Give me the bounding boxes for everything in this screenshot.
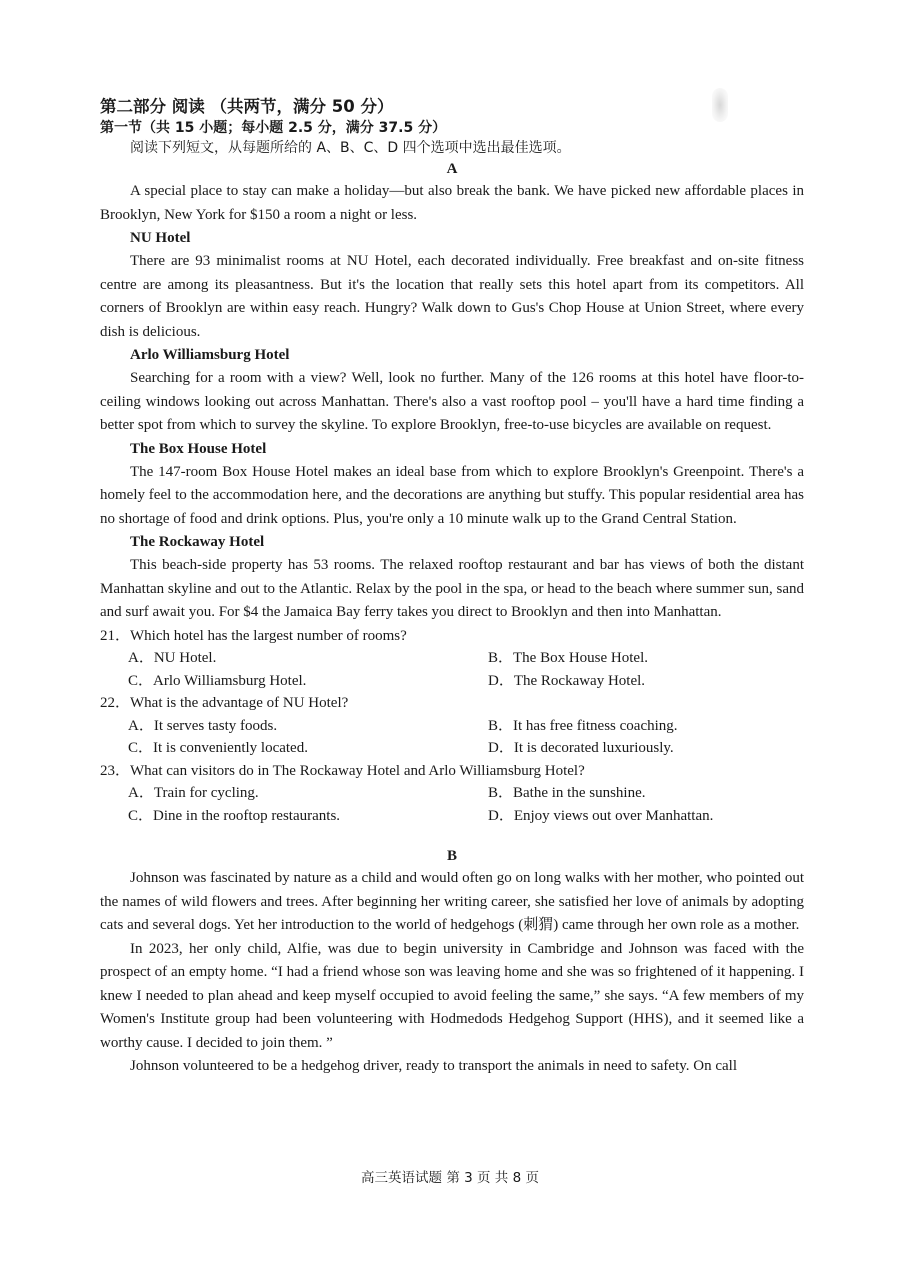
question-text: Which hotel has the largest number of rooms? <box>130 627 407 644</box>
section-title: 第二部分 阅读 （共两节，满分 50 分） <box>100 97 394 116</box>
hotel-description: There are 93 minimalist rooms at NU Hotel, each decorated individually. Free breakfast and on-site fitness centre are among its pleasantness. But it's the location that really sets this hotel apart from its competitors. All corners of Brooklyn are within easy reach. Hungry? Walk down to Gus's Chop House at Union Street, where every dish is delicious. <box>100 253 804 340</box>
option-c: C．It is conveniently located. <box>128 740 308 756</box>
page-footer: 高三英语试题 第 3 页 共 8 页 <box>361 1170 539 1186</box>
passage-a-label: A <box>446 161 458 177</box>
question-number: 22． <box>100 695 131 711</box>
question-text: What can visitors do in The Rockaway Hotel and Arlo Williamsburg Hotel? <box>130 762 585 779</box>
option-d: D．Enjoy views out over Manhattan. <box>488 807 714 824</box>
hotel-name: Arlo Williamsburg Hotel <box>130 347 290 363</box>
option-c: C．Arlo Williamsburg Hotel. <box>128 672 307 689</box>
options-grid <box>100 647 804 692</box>
passage-b-label: B <box>446 848 457 864</box>
passage-b-paragraph: In 2023, her only child, Alfie, was due to begin university in Cambridge and Johnson was faced with the prospect of an empty home. “I had a friend whose son was leaving home and she was so frightened of it happening. I knew I needed to plan ahead and keep myself occupied to avoid feeling the same,” she says. “A few members of my Women's Institute group had been volunteering with Hodmedods Hedgehog Support (HHS), and it seemed like a worthy cause. I decided to join them. ” <box>100 940 804 1051</box>
hotel-name: The Rockaway Hotel <box>130 534 265 550</box>
options-grid <box>100 782 804 827</box>
option-a: A．NU Hotel. <box>128 650 217 666</box>
content-column <box>100 96 804 1079</box>
question-stem <box>100 760 804 783</box>
options-grid <box>100 715 804 760</box>
hotel-name: NU Hotel <box>130 230 191 246</box>
option-c: C．Dine in the rooftop restaurants. <box>128 807 341 824</box>
passage-b-paragraph: Johnson was fascinated by nature as a child and would often go on long walks with her mother, who pointed out the names of wild flowers and trees. After beginning her writing career, she satisfied her love of animals by adopting cats and several dogs. Yet her introduction to the world of hedgehogs (刺猬) came through her own role as a mother. <box>100 870 804 933</box>
hotel-description: The 147-room Box House Hotel makes an ideal base from which to explore Brooklyn's Greenpoint. There's a homely feel to the accommodation here, and the decorations are anything but stuffy. This popular residential area has no shortage of food and drink options. Plus, you're only a 10 minute walk up to the Grand Central Station. <box>100 463 804 527</box>
hotel-name: The Box House Hotel <box>130 440 267 457</box>
option-b: B．The Box House Hotel. <box>488 650 648 666</box>
passage-b-paragraph: Johnson volunteered to be a hedgehog driver, ready to transport the animals in need to safety. On call <box>130 1058 737 1074</box>
question-22 <box>100 692 804 760</box>
option-b: B．It has free fitness coaching. <box>488 717 678 734</box>
option-a: A．Train for cycling. <box>128 785 259 801</box>
option-b: B．Bathe in the sunshine. <box>488 785 646 801</box>
instructions: 阅读下列短文，从每题所给的 A、B、C、D 四个选项中选出最佳选项。 <box>130 140 571 156</box>
option-d: D．The Rockaway Hotel. <box>488 672 646 689</box>
question-number: 23． <box>100 762 131 779</box>
question-text: What is the advantage of NU Hotel? <box>130 695 349 711</box>
option-a: A．It serves tasty foods. <box>128 717 278 734</box>
question-number: 21． <box>100 627 131 644</box>
question-23 <box>100 760 804 828</box>
question-21 <box>100 625 804 693</box>
option-d: D．It is decorated luxuriously. <box>488 740 674 756</box>
passage-a-intro: A special place to stay can make a holiday—but also break the bank. We have picked new affordable places in Brooklyn, New York for $150 a room a night or less. <box>100 183 804 223</box>
hotel-description: Searching for a room with a view? Well, look no further. Many of the 126 rooms at this hotel have floor-to-ceiling windows looking out across Manhattan. There's also a vast rooftop pool – you'll have a hard time finding a better spot from which to survey the skyline. To explore Brooklyn, free-to-use bicycles are available on request. <box>100 370 804 433</box>
hotel-description: This beach-side property has 53 rooms. The relaxed rooftop restaurant and bar has views of both the distant Manhattan skyline and out to the Atlantic. Relax by the pool in the spa, or head to the beach where summer sun, sand and surf await you. For $4 the Jamaica Bay ferry takes you direct to Brooklyn and then into Manhattan. <box>100 557 804 620</box>
question-stem <box>100 625 804 648</box>
subsection-title: 第一节（共 15 小题；每小题 2.5 分，满分 37.5 分） <box>100 120 447 136</box>
question-stem <box>100 692 804 715</box>
